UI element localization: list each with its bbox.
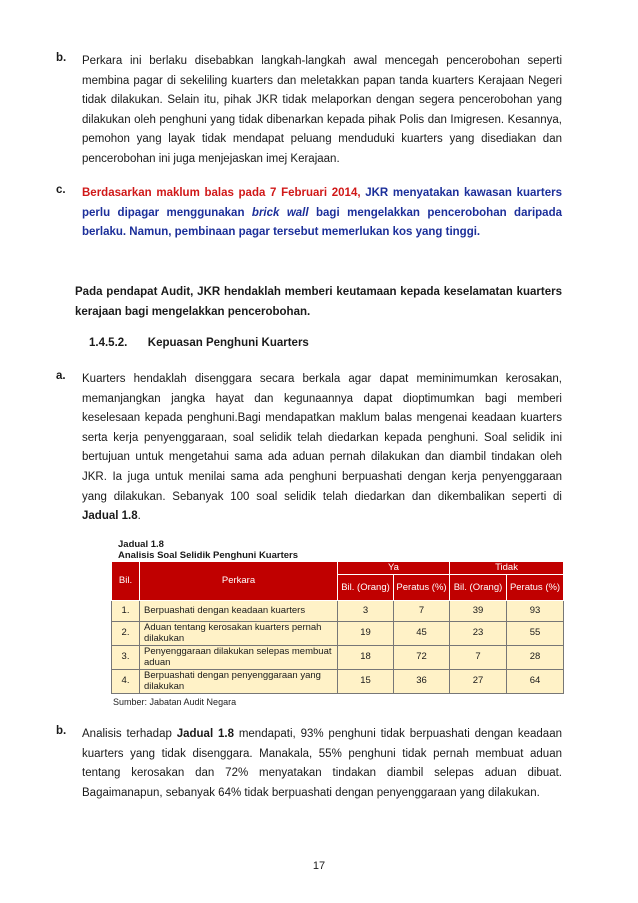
list-marker: c. — [56, 184, 66, 196]
cell-tidak-orang: 39 — [450, 601, 507, 622]
cell-ya-orang: 3 — [338, 601, 394, 622]
table-row — [112, 622, 564, 646]
section-number: 1.4.5.2. — [89, 337, 128, 349]
list-item-b-analysis — [56, 725, 562, 803]
text-span: Kuarters hendaklah disenggara secara berkala agar dapat meminimumkan kerosakan, memanjangkan jangka hayat dan kegunaannya dapat dioptimumkan bagi memberi keselesaan kepada penghuni.Bagi mendapatkan maklum balas mengenai keadaan kuarters serta kerja penyenggaraan, soal selidik telah diedarkan kepada penghuni. Soal selidik ini bertujuan untuk mengetahui sama ada aduan pernah dilakukan dan diambil tindakan oleh JKR. Ia juga untuk menilai sama ada penghuni berpuashati dengan kerja penyenggaraan yang dilakukan. Sebanyak 100 soal selidik telah diedarkan dan dikembalikan seperti di — [82, 373, 562, 503]
table-caption-number: Jadual 1.8 — [118, 539, 164, 550]
header-ya: Ya — [338, 562, 450, 575]
cell-bil: 4. — [112, 670, 140, 694]
table-reference: Jadual 1.8 — [82, 510, 138, 523]
cell-perkara: Berpuashati dengan keadaan kuarters — [140, 601, 338, 622]
cell-perkara: Berpuashati dengan penyenggaraan yang dilakukan — [140, 670, 338, 694]
audit-opinion: Pada pendapat Audit, JKR hendaklah memberi keutamaan kepada keselamatan kuarters kerajaan bagi mengelakkan pencerobohan. — [75, 286, 562, 318]
page-number: 17 — [312, 860, 326, 872]
text-span: . — [137, 510, 141, 523]
italic-term: brick wall — [251, 206, 309, 219]
cell-ya-peratus: 7 — [394, 601, 450, 622]
cell-tidak-peratus: 64 — [507, 670, 564, 694]
header-ya-orang: Bil. (Orang) — [338, 575, 394, 601]
list-marker: b. — [56, 725, 67, 737]
section-title: Kepuasan Penghuni Kuarters — [147, 337, 309, 349]
paragraph-text — [82, 370, 562, 527]
cell-tidak-orang: 27 — [450, 670, 507, 694]
cell-ya-orang: 18 — [338, 646, 394, 670]
list-marker: b. — [56, 52, 67, 64]
cell-ya-peratus: 36 — [394, 670, 450, 694]
cell-ya-peratus: 45 — [394, 622, 450, 646]
table-row — [112, 601, 564, 622]
cell-tidak-peratus: 55 — [507, 622, 564, 646]
header-bil: Bil. — [112, 562, 140, 601]
survey-table — [111, 561, 564, 694]
paragraph-text — [82, 184, 562, 243]
paragraph-text — [82, 725, 562, 803]
cell-perkara: Aduan tentang kerosakan kuarters pernah dilakukan — [140, 622, 338, 646]
cell-bil: 3. — [112, 646, 140, 670]
table-source: Sumber: Jabatan Audit Negara — [113, 697, 237, 707]
cell-tidak-peratus: 28 — [507, 646, 564, 670]
paragraph-text: Perkara ini berlaku disebabkan langkah-langkah awal mencegah pencerobohan seperti membina pagar di sekeliling kuarters dan meletakkan papan tanda kuarters Kerajaan Negeri tidak dilakukan. Selain itu, pihak JKR tidak melaporkan dengan segera pencerobohan yang dilakukan oleh penghuni yang tidak dibenarkan kepada pihak Polis dan Imigresen. Kesannya, pemohon yang layak tidak mendapat peluang menduduki kuarters yang disediakan dan pencerobohan ini juga menjejaskan imej Kerajaan. — [82, 55, 562, 165]
list-item-a — [56, 370, 562, 527]
cell-tidak-peratus: 93 — [507, 601, 564, 622]
list-item-b — [56, 52, 562, 170]
list-marker: a. — [56, 370, 66, 382]
table-row — [112, 670, 564, 694]
cell-tidak-orang: 23 — [450, 622, 507, 646]
header-tidak-orang: Bil. (Orang) — [450, 575, 507, 601]
highlight-date-text: Berdasarkan maklum balas pada 7 Februari 2014, — [82, 187, 361, 199]
text-span: bagi mengelakkan pencerobohan daripada berlaku. Namun, pembinaan pagar tersebut memerlukan kos yang tinggi. — [82, 206, 562, 239]
header-ya-peratus: Peratus (%) — [394, 575, 450, 601]
text-span: JKR menyatakan kawasan kuarters perlu dipagar menggunakan — [82, 187, 562, 219]
text-span: Analisis terhadap — [82, 728, 177, 740]
cell-perkara: Penyenggaraan dilakukan selepas membuat aduan — [140, 646, 338, 670]
cell-ya-orang: 19 — [338, 622, 394, 646]
cell-bil: 1. — [112, 601, 140, 622]
list-item-c — [56, 184, 562, 243]
cell-ya-orang: 15 — [338, 670, 394, 694]
cell-ya-peratus: 72 — [394, 646, 450, 670]
header-perkara: Perkara — [140, 562, 338, 601]
table-row — [112, 646, 564, 670]
header-tidak: Tidak — [450, 562, 564, 575]
text-span: mendapati, 93% penghuni tidak berpuashati dengan keadaan kuarters yang tidak disenggara. Manakala, 55% penghuni tidak pernah membuat aduan tentang kerosakan dan 72% menyatakan tindakan diambil selepas aduan dibuat. Bagaimanapun, sebanyak 64% tidak berpuashati dengan penyenggaraan yang dilakukan. — [82, 728, 562, 799]
cell-bil: 2. — [112, 622, 140, 646]
table-reference: Jadual 1.8 — [176, 728, 234, 740]
section-heading — [89, 337, 309, 349]
table-caption-title: Analisis Soal Selidik Penghuni Kuarters — [118, 550, 299, 561]
cell-tidak-orang: 7 — [450, 646, 507, 670]
header-tidak-peratus: Peratus (%) — [507, 575, 564, 601]
